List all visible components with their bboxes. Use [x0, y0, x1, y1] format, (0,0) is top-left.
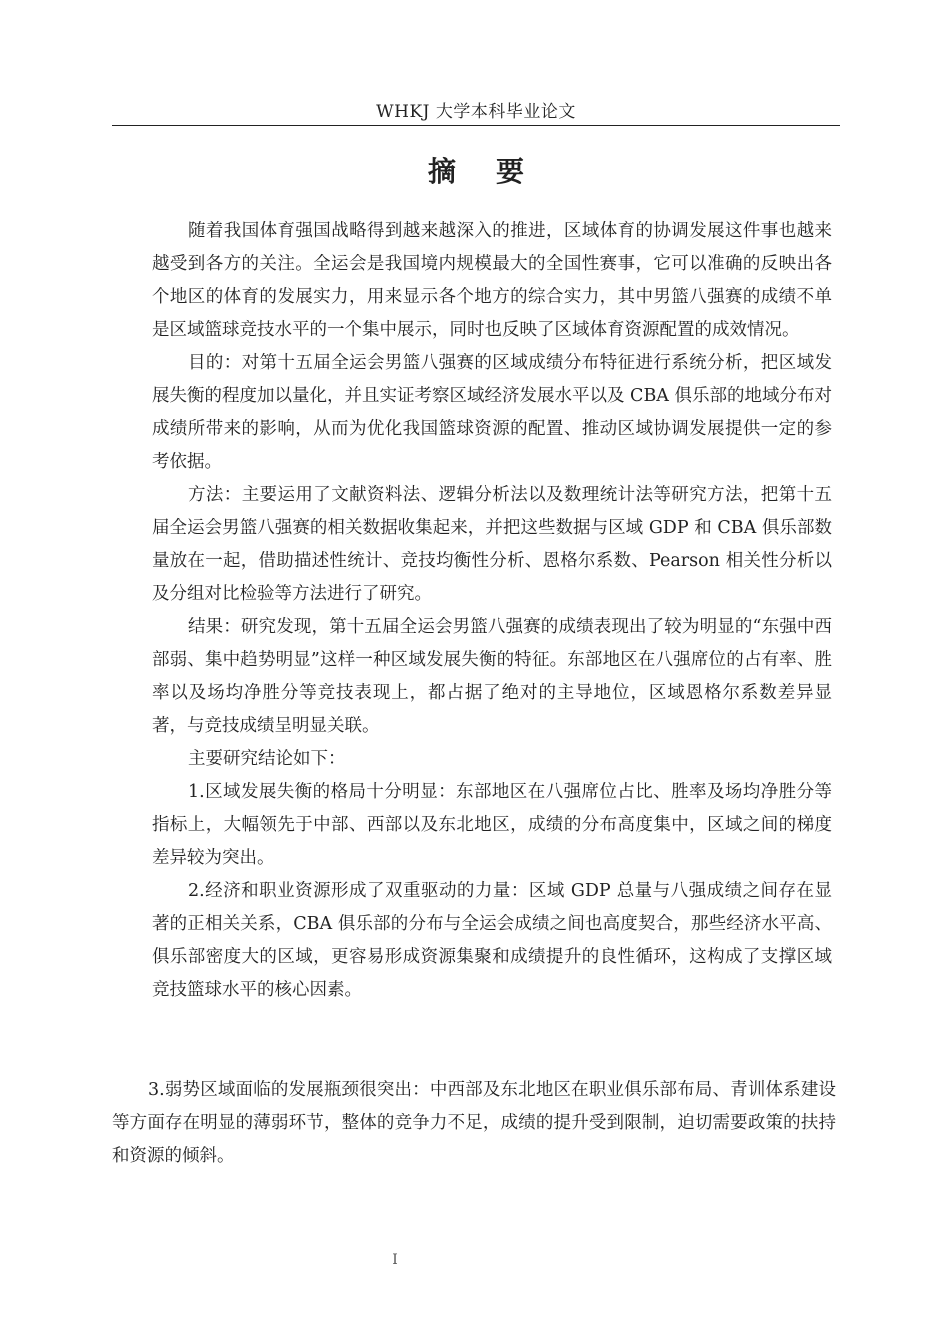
- paragraph-conclusion-2: 2.经济和职业资源形成了双重驱动的力量：区域 GDP 总量与八强成绩之间存在显著的正相关关系，CBA 俱乐部的分布与全运会成绩之间也高度契合，那些经济水平高、俱乐部密度大的区域，更容易形成资源集聚和成绩提升的良性循环，这构成了支撑区域竞技篮球水平的核心因素。: [152, 881, 832, 1000]
- paragraph-conclusion-3: 3.弱势区域面临的发展瓶颈很突出：中西部及东北地区在职业俱乐部布局、青训体系建设等方面存在明显的薄弱环节，整体的竞争力不足，成绩的提升受到限制，迫切需要政策的扶持和资源的倾斜。: [112, 1080, 836, 1166]
- running-header: WHKJ 大学本科毕业论文: [376, 102, 576, 122]
- paragraph-method: 方法：主要运用了文献资料法、逻辑分析法以及数理统计法等研究方法，把第十五届全运会男篮八强赛的相关数据收集起来，并把这些数据与区域 GDP 和 CBA 俱乐部数量放在一起，借助描述性统计、竞技均衡性分析、恩格尔系数、Pearson 相关性分析以及分组对比检验等方法进行了研究。: [152, 485, 832, 604]
- abstract-body: [152, 215, 832, 1007]
- header-rule: [112, 125, 840, 126]
- page-number: I: [392, 1252, 398, 1268]
- paragraph-result: 结果：研究发现，第十五届全运会男篮八强赛的成绩表现出了较为明显的“东强中西部弱、集中趋势明显”这样一种区域发展失衡的特征。东部地区在八强席位的占有率、胜率以及场均净胜分等竞技表现上，都占据了绝对的主导地位，区域恩格尔系数差异显著，与竞技成绩呈明显关联。: [152, 617, 832, 736]
- paragraph-background: 随着我国体育强国战略得到越来越深入的推进，区域体育的协调发展这件事也越来越受到各方的关注。全运会是我国境内规模最大的全国性赛事，它可以准确的反映出各个地区的体育的发展实力，用来显示各个地方的综合实力，其中男篮八强赛的成绩不单是区域篮球竞技水平的一个集中展示，同时也反映了区域体育资源配置的成效情况。: [152, 221, 832, 340]
- abstract-title: 摘要: [427, 155, 564, 188]
- paragraph-conclusion-1: 1.区域发展失衡的格局十分明显：东部地区在八强席位占比、胜率及场均净胜分等指标上，大幅领先于中部、西部以及东北地区，成绩的分布高度集中，区域之间的梯度差异较为突出。: [152, 782, 832, 868]
- paragraph-purpose: 目的：对第十五届全运会男篮八强赛的区域成绩分布特征进行系统分析，把区域发展失衡的程度加以量化，并且实证考察区域经济发展水平以及 CBA 俱乐部的地域分布对成绩所带来的影响，从而为优化我国篮球资源的配置、推动区域协调发展提供一定的参考依据。: [152, 353, 833, 472]
- abstract-body-continued: [112, 1074, 836, 1173]
- paragraph-conclusion-intro: 主要研究结论如下：: [188, 749, 346, 769]
